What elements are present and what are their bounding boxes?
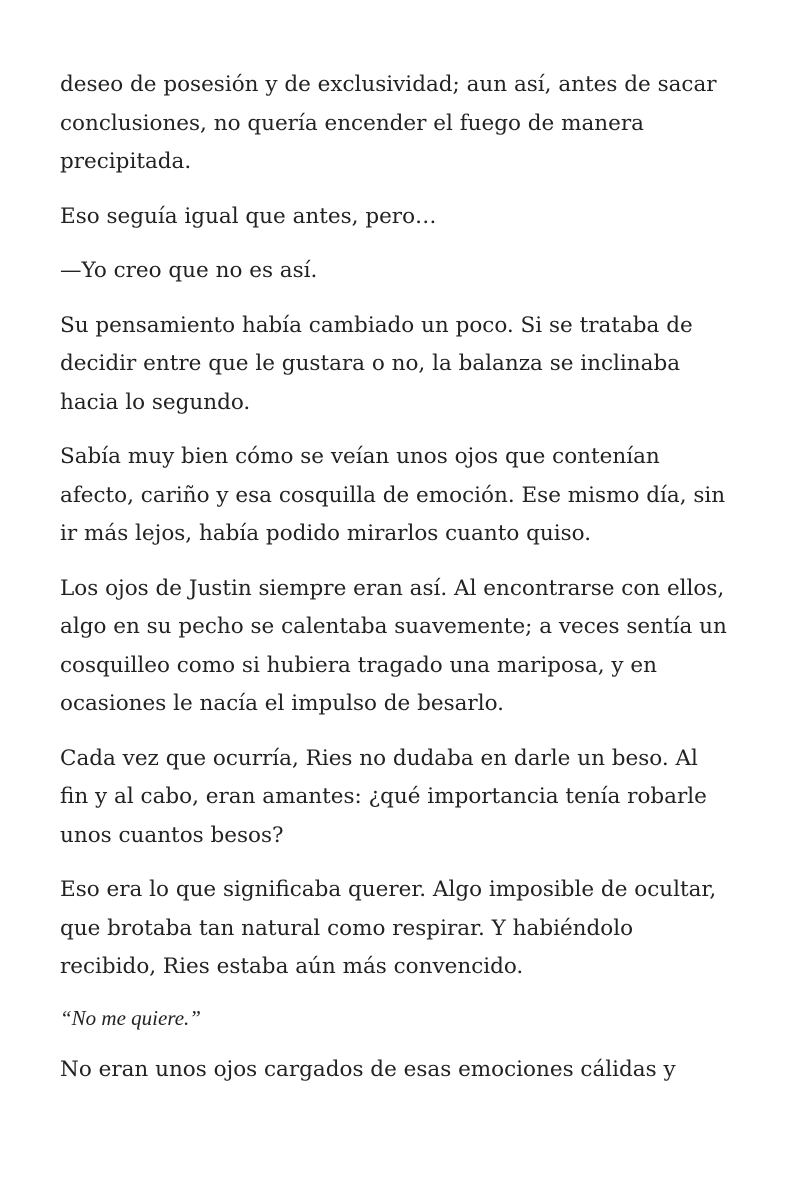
text-line: cosquilleo como si hubiera tragado una mariposa, y en: [60, 652, 657, 678]
text-line: —Yo creo que no es así.: [60, 258, 318, 283]
text-line: Eso seguía igual que antes, pero…: [60, 203, 437, 229]
text-line: afecto, cariño y esa cosquilla de emoción. Ese mismo día, sin: [60, 482, 726, 508]
text-line: Su pensamiento había cambiado un poco. Si se trataba de: [60, 312, 693, 338]
text-line: Los ojos de Justin siempre eran así. Al encontrarse con ellos,: [60, 575, 725, 601]
text-line: unos cuantos besos?: [60, 822, 284, 848]
text-line: fin y al cabo, eran amantes: ¿qué importancia tenía robarle: [60, 784, 707, 809]
text-line: deseo de posesión y de exclusividad; aun así, antes de sacar: [60, 72, 717, 97]
text-line: Sabía muy bien cómo se veían unos ojos que contenían: [60, 444, 660, 469]
text-line: precipitada.: [60, 149, 192, 174]
text-line: Eso era lo que significaba querer. Algo imposible de ocultar,: [60, 877, 717, 902]
text-line: Cada vez que ocurría, Ries no dudaba en darle un beso. Al: [60, 745, 698, 771]
text-line: que brotaba tan natural como respirar. Y habiéndolo: [60, 915, 634, 941]
paragraph-10: [60, 1051, 742, 1090]
paragraph-8: [60, 871, 742, 987]
dialogue-paragraph: [60, 252, 742, 291]
paragraph-2: [60, 198, 742, 237]
paragraph-4: [60, 307, 742, 423]
text-line: decidir entre que le gustara o no, la balanza se inclinaba: [60, 351, 681, 376]
paragraph-5: [60, 438, 742, 554]
paragraph-6: [60, 570, 742, 724]
text-line: ir más lejos, había podido mirarlos cuanto quiso.: [60, 521, 592, 546]
text-line: “No me quiere.”: [60, 1005, 201, 1030]
text-line: hacia lo segundo.: [60, 389, 251, 415]
italic-quote: [60, 1003, 742, 1033]
text-line: No eran unos ojos cargados de esas emociones cálidas y: [60, 1056, 676, 1082]
text-line: ocasiones le nacía el impulso de besarlo.: [60, 691, 504, 716]
text-line: algo en su pecho se calentaba suavemente; a veces sentía un: [60, 614, 727, 639]
text-line: conclusiones, no quería encender el fuego de manera: [60, 110, 644, 136]
paragraph-1: [60, 66, 742, 182]
text-line: recibido, Ries estaba aún más convencido.: [60, 954, 524, 979]
paragraph-7: [60, 740, 742, 856]
